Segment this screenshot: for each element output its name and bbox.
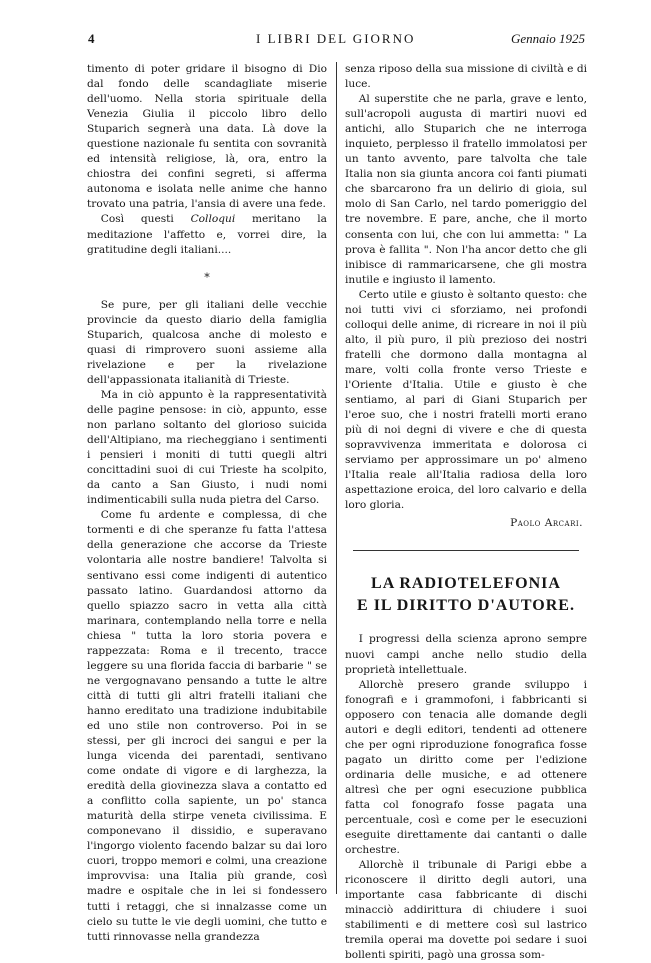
page-number: 4 [88,31,95,46]
article-title: E IL DIRITTO D'AUTORE. [357,597,575,615]
paragraph: Così questi Colloqui meritano la meditazione l'affetto e, vorrei dire, la gratitudine degli italiani.... [87,213,328,256]
paragraph: timento di poter gridare il bisogno di Dio dal fondo delle scandagliate miserie dell'uomo. Nella storia spirituale della Venezia Giulia il piccolo libro dello Stuparich segnerà una data. Là dove la questione nazionale fu sentita con sovranità ed intensità religiose, là, ora, entro la chiostra dei confini segreti, si afferma autonoma e isolata nelle anime che hanno trovato una patria, l'ansia di avere una fede. [87,63,327,211]
section-asterism: * [204,270,210,284]
right-column [345,62,587,963]
paragraph: Al superstite che ne parla, grave e lento, sull'acropoli augusta di martiri nuovi ed antichi, allo Stuparich che ne interroga inquieto, perplesso il fratello immolatosi per un tanto avvento, pare talvolta che tale Italia non sia giunta ancora coi fanti piumati che sbarcarono fra un delirio di gioia, sul molo di San Carlo, nel tardo pomeriggio del tre novembre. E pare, anche, che il morto consenta con lui, che con lui ammetta: " La prova è fallita ". Non l'ha ancor detto che gli inibisce di rammaricarsene, che gli mostra inutile e ingiusto il lamento. [345,93,587,286]
issue-date: Gennaio 1925 [510,31,585,46]
page-header [88,29,585,49]
paragraph: I progressi della scienza aprono sempre nuovi campi anche nello studio della proprietà intellettuale. [345,633,587,676]
book-title: Colloqui [190,213,236,226]
section-rule [353,550,579,551]
author-signature: Paolo Arcari. [510,517,583,530]
paragraph: Ma in ciò appunto è la rappresentatività delle pagine pensose: in ciò, appunto, esse non parlano soltanto del glorioso suicida dell'Altipiano, ma riecheggiano i sentimenti i pensieri i moniti di tutti quegli altri concittadini suoi di cui Trieste ha scolpito, da canto a San Giusto, i nudi nomi indimenticabili sulla nuda pietra del Carso. [87,388,327,507]
column-divider [336,62,337,894]
paragraph: Allorchè presero grande sviluppo i fonografi e i grammofoni, i fabbricanti si opposero con tenacia alle domande degli autori e degli editori, tendenti ad ottenere che per ogni riproduzione fonografica fosse pagato un diritto come per l'edizione ordinaria delle musiche, e ad ottenere altresì che per ogni esecuzione pubblica fatta col fonografo fosse pagata una percentuale, così e come per le esecuzioni eseguite direttamente dai cantanti o dalle orchestre. [345,678,587,857]
paragraph: Certo utile e giusto è soltanto questo: che noi tutti vivi ci sforziamo, nei profondi colloqui delle anime, di ricreare in noi il più alto, il più puro, il più prezioso dei nostri fratelli che dormono dalla montagna al mare, volti colla fronte verso Trieste e l'Oriente d'Italia. Utile e giusto è che sentiamo, al pari di Giani Stuparich per l'eroe suo, che i nostri fratelli morti erano più di noi degni di vivere e che di questa sopravvivenza immeritata e dolorosa ci serviamo per approssimare un po' almeno l'Italia reale all'Italia radiosa della loro aspettazione eroica, del loro calvario e della loro gloria. [345,288,587,512]
left-column [87,62,327,945]
article-title: LA RADIOTELEFONIA [371,575,561,593]
running-title: I LIBRI DEL GIORNO [256,31,416,46]
paragraph: Come fu ardente e complessa, di che tormenti e di che speranze fu fatta l'attesa della generazione che accorse da Trieste volontaria alle nostre bandiere! Talvolta si sentivano essi come indigenti di autentico passato latino. Guardandosi attorno da quello spiazzo sacro in vetta alla città marinara, contemplando nella torre e nella chiesa " tutta la loro storia povera e rappezzata: Roma e il trecento, tracce leggere su una florida faccia di barbarie " se ne vergognavano pensando a tutte le altre città di tutti gli altri fratelli italiani che hanno ereditato una tradizione indubitabile ed uno stile non controverso. Poi in se stessi, per gli incroci dei sangui e per la lunga vicenda dei parentadi, sentivano come ondate di vigore e di larghezza, la eredità della giovinezza slava a contatto ed a conflitto colla sapiente, un po' stanca maturità della stirpe veneta civilissima. E componevano il dissidio, e superavano l'ingorgo violento facendo balzar su dai loro cuori, troppo memori e colmi, una creazione improvvisa: una Italia più grande, così madre e ospitale che in lei si fondessero tutti i retaggi, che si innalzasse come un cielo su tutte le vie degli uomini, che tutto e tutti rinnovasse nella grandezza [87,509,327,943]
paragraph: Se pure, per gli italiani delle vecchie provincie da questo diario della famiglia Stuparich, qualcosa anche di molesto e quasi di rimprovero suoni assieme alla rivelazione e per la rivelazione dell'appassionata italianità di Trieste. [87,298,327,386]
paragraph: senza riposo della sua missione di civiltà e di luce. [345,63,587,91]
paragraph: Allorchè il tribunale di Parigi ebbe a riconoscere il diritto degli autori, una importante casa fabbricante di dischi minacciò addirittura di chiudere i suoi stabilimenti e di mettere così sul lastrico tremila operai ma dovette poi sedare i suoi bollenti spiriti, pagò una grossa som- [345,859,587,962]
